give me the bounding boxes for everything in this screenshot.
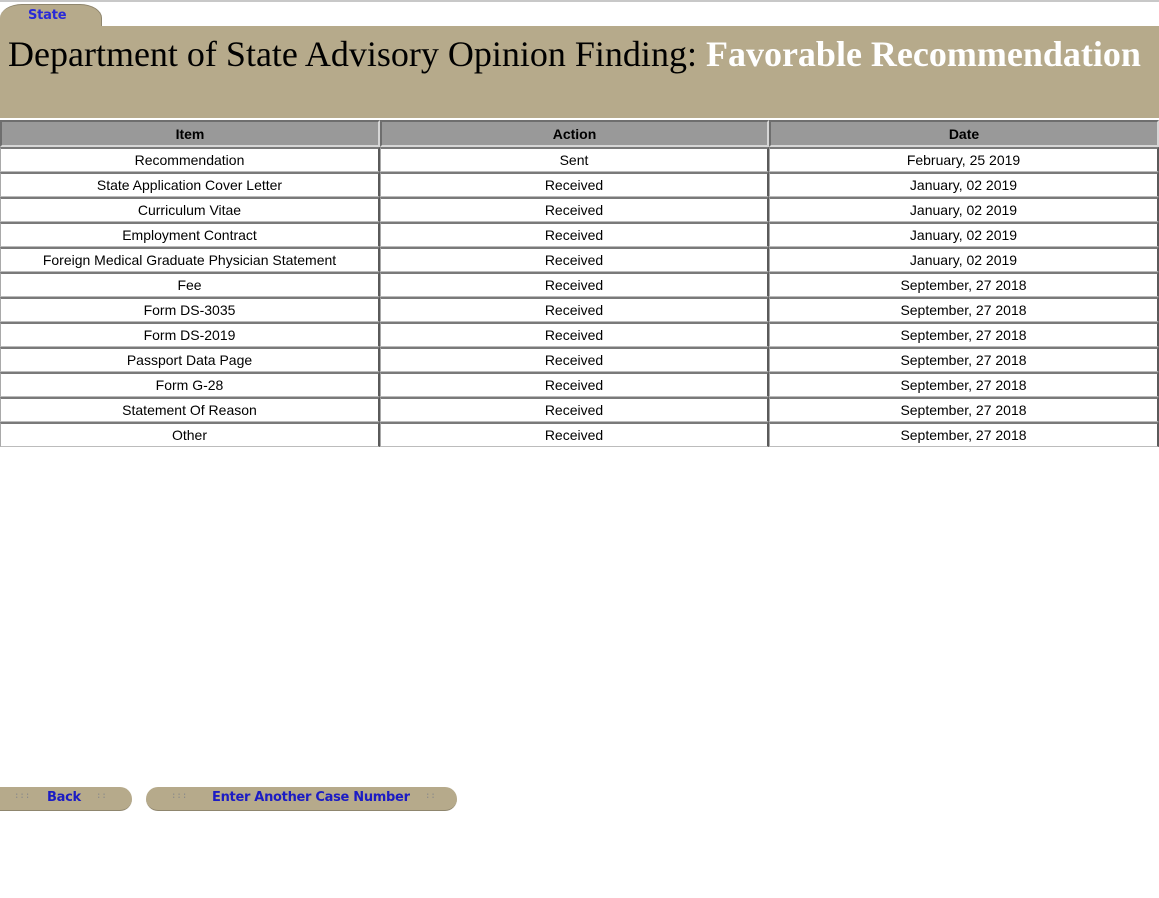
cell-item: Foreign Medical Graduate Physician Statement <box>0 247 380 272</box>
cell-date: September, 27 2018 <box>769 372 1159 397</box>
cell-date: September, 27 2018 <box>769 272 1159 297</box>
cell-date: September, 27 2018 <box>769 397 1159 422</box>
grip-icon: ::: <box>14 791 31 801</box>
cell-action: Received <box>380 172 769 197</box>
column-header-date: Date <box>769 120 1159 147</box>
cell-action: Received <box>380 347 769 372</box>
cell-item: Passport Data Page <box>0 347 380 372</box>
table-row <box>0 197 1159 222</box>
column-header-action: Action <box>380 120 769 147</box>
cell-action: Received <box>380 372 769 397</box>
grip-icon: :: <box>96 791 107 801</box>
cell-item: Form DS-2019 <box>0 322 380 347</box>
grip-icon: :: <box>425 791 436 801</box>
cell-item: Curriculum Vitae <box>0 197 380 222</box>
cell-action: Sent <box>380 147 769 172</box>
cell-action: Received <box>380 222 769 247</box>
cell-item: Fee <box>0 272 380 297</box>
cell-date: January, 02 2019 <box>769 222 1159 247</box>
enter-another-case-button[interactable] <box>146 787 457 811</box>
grip-icon: ::: <box>171 791 188 801</box>
table-row <box>0 297 1159 322</box>
page-title <box>8 32 1141 76</box>
cell-item: Form DS-3035 <box>0 297 380 322</box>
cell-item: State Application Cover Letter <box>0 172 380 197</box>
cell-item: Statement Of Reason <box>0 397 380 422</box>
cell-item: Recommendation <box>0 147 380 172</box>
tab-state-label: State <box>28 8 67 23</box>
cell-item: Employment Contract <box>0 222 380 247</box>
table-row <box>0 247 1159 272</box>
table-header-row <box>0 120 1159 147</box>
cell-date: September, 27 2018 <box>769 347 1159 372</box>
cell-item: Form G-28 <box>0 372 380 397</box>
table-row <box>0 322 1159 347</box>
page-title-prefix: Department of State Advisory Opinion Finding: <box>8 34 697 74</box>
table-row <box>0 422 1159 447</box>
column-header-item: Item <box>0 120 380 147</box>
top-divider <box>0 0 1159 2</box>
table-row <box>0 172 1159 197</box>
table-row <box>0 397 1159 422</box>
cell-date: September, 27 2018 <box>769 422 1159 447</box>
cell-item: Other <box>0 422 380 447</box>
table-row <box>0 272 1159 297</box>
back-button[interactable] <box>0 787 132 811</box>
cell-date: September, 27 2018 <box>769 297 1159 322</box>
cell-date: February, 25 2019 <box>769 147 1159 172</box>
table-row <box>0 347 1159 372</box>
cell-action: Received <box>380 422 769 447</box>
table-row <box>0 147 1159 172</box>
cell-action: Received <box>380 272 769 297</box>
cell-action: Received <box>380 322 769 347</box>
cell-date: September, 27 2018 <box>769 322 1159 347</box>
table-body <box>0 147 1159 447</box>
cell-action: Received <box>380 397 769 422</box>
cell-action: Received <box>380 297 769 322</box>
cell-date: January, 02 2019 <box>769 172 1159 197</box>
cell-date: January, 02 2019 <box>769 247 1159 272</box>
enter-another-case-label: Enter Another Case Number <box>212 790 410 805</box>
cell-date: January, 02 2019 <box>769 197 1159 222</box>
cell-action: Received <box>380 247 769 272</box>
table-row <box>0 222 1159 247</box>
back-button-label: Back <box>47 790 81 805</box>
table-row <box>0 372 1159 397</box>
case-status-table <box>0 120 1159 447</box>
status-finding: Favorable Recommendation <box>705 34 1141 74</box>
tab-state[interactable] <box>0 4 102 28</box>
cell-action: Received <box>380 197 769 222</box>
